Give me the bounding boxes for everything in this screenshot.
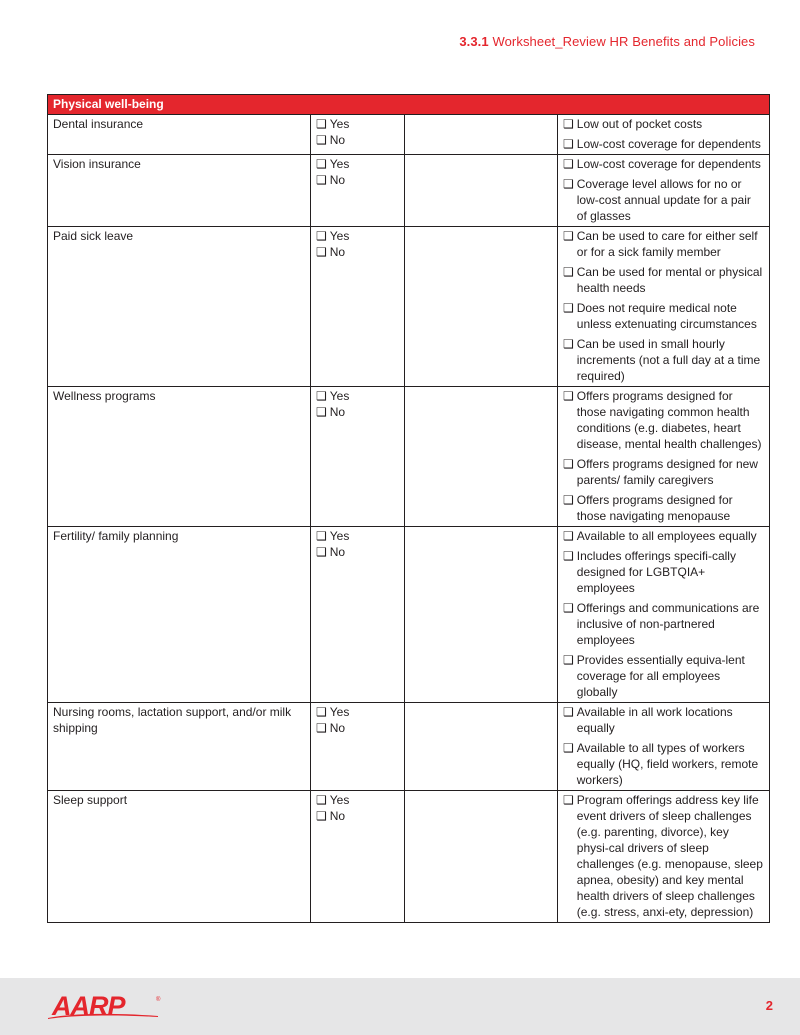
no-label: No bbox=[329, 721, 346, 735]
criteria-text: Offers programs designed for those navigating common health conditions (e.g. diabetes, heart disease, mental health challenges) bbox=[576, 389, 762, 451]
criteria-text: Available in all work locations equally bbox=[576, 705, 733, 735]
criteria-text: Coverage level allows for no or low-cost annual update for a pair of glasses bbox=[576, 177, 751, 223]
yes-label: Yes bbox=[329, 529, 350, 543]
criteria-item[interactable] bbox=[563, 136, 764, 152]
criteria-text: Low-cost coverage for dependents bbox=[576, 157, 761, 171]
checkbox-icon[interactable]: ❑ bbox=[316, 721, 327, 735]
yes-option[interactable] bbox=[316, 388, 399, 404]
criteria-text: Available to all types of workers equally (HQ, field workers, remote workers) bbox=[576, 741, 759, 787]
criteria-item[interactable] bbox=[563, 388, 764, 452]
criteria-text: Low-cost coverage for dependents bbox=[576, 137, 761, 151]
checkbox-icon[interactable]: ❑ bbox=[563, 157, 574, 171]
notes-cell[interactable] bbox=[405, 227, 558, 387]
criteria-text: Can be used for mental or physical health needs bbox=[576, 265, 763, 295]
worksheet-title: Worksheet_Review HR Benefits and Policies bbox=[492, 34, 755, 49]
benefit-row bbox=[48, 227, 770, 387]
page-header bbox=[459, 34, 755, 49]
checkbox-icon[interactable]: ❑ bbox=[563, 265, 574, 279]
benefit-name: Vision insurance bbox=[48, 155, 311, 227]
checkbox-icon[interactable]: ❑ bbox=[563, 177, 574, 191]
checkbox-icon[interactable]: ❑ bbox=[563, 549, 574, 563]
checkbox-icon[interactable]: ❑ bbox=[563, 705, 574, 719]
checkbox-icon[interactable]: ❑ bbox=[316, 117, 327, 131]
criteria-text: Low out of pocket costs bbox=[576, 117, 703, 131]
yes-option[interactable] bbox=[316, 116, 399, 132]
checkbox-icon[interactable]: ❑ bbox=[563, 457, 574, 471]
benefit-row bbox=[48, 703, 770, 791]
checkbox-icon[interactable]: ❑ bbox=[316, 229, 327, 243]
yes-option[interactable] bbox=[316, 792, 399, 808]
benefit-name: Sleep support bbox=[48, 791, 311, 923]
criteria-item[interactable] bbox=[563, 600, 764, 648]
benefit-name: Wellness programs bbox=[48, 387, 311, 527]
checkbox-icon[interactable]: ❑ bbox=[563, 229, 574, 243]
section-title: Physical well-being bbox=[48, 95, 770, 115]
checkbox-icon[interactable]: ❑ bbox=[563, 389, 574, 403]
criteria-text: Offerings and communications are inclusive of non-partnered employees bbox=[576, 601, 760, 647]
no-label: No bbox=[329, 245, 346, 259]
yes-label: Yes bbox=[329, 793, 350, 807]
criteria-cell bbox=[558, 791, 770, 923]
yes-no-cell bbox=[311, 791, 405, 923]
benefit-name: Nursing rooms, lactation support, and/or milk shipping bbox=[48, 703, 311, 791]
criteria-item[interactable] bbox=[563, 228, 764, 260]
no-option[interactable] bbox=[316, 244, 399, 260]
yes-option[interactable] bbox=[316, 156, 399, 172]
criteria-cell bbox=[558, 387, 770, 527]
no-option[interactable] bbox=[316, 808, 399, 824]
no-option[interactable] bbox=[316, 544, 399, 560]
criteria-text: Includes offerings specifi-cally designed for LGBTQIA+ employees bbox=[576, 549, 736, 595]
notes-cell[interactable] bbox=[405, 155, 558, 227]
checkbox-icon[interactable]: ❑ bbox=[563, 137, 574, 151]
criteria-item[interactable] bbox=[563, 740, 764, 788]
notes-cell[interactable] bbox=[405, 387, 558, 527]
criteria-item[interactable] bbox=[563, 528, 764, 544]
no-label: No bbox=[329, 173, 346, 187]
yes-no-cell bbox=[311, 387, 405, 527]
checkbox-icon[interactable]: ❑ bbox=[563, 601, 574, 615]
yes-no-cell bbox=[311, 155, 405, 227]
criteria-item[interactable] bbox=[563, 300, 764, 332]
criteria-item[interactable] bbox=[563, 792, 764, 920]
checkbox-icon[interactable]: ❑ bbox=[563, 117, 574, 131]
notes-cell[interactable] bbox=[405, 115, 558, 155]
criteria-text: Can be used to care for either self or for a sick family member bbox=[576, 229, 758, 259]
checkbox-icon[interactable]: ❑ bbox=[316, 793, 327, 807]
no-option[interactable] bbox=[316, 720, 399, 736]
benefit-row bbox=[48, 791, 770, 923]
notes-cell[interactable] bbox=[405, 791, 558, 923]
criteria-item[interactable] bbox=[563, 156, 764, 172]
criteria-item[interactable] bbox=[563, 652, 764, 700]
checkbox-icon[interactable]: ❑ bbox=[563, 301, 574, 315]
no-option[interactable] bbox=[316, 404, 399, 420]
criteria-item[interactable] bbox=[563, 264, 764, 296]
yes-label: Yes bbox=[329, 705, 350, 719]
yes-option[interactable] bbox=[316, 228, 399, 244]
criteria-text: Available to all employees equally bbox=[576, 529, 757, 543]
no-option[interactable] bbox=[316, 132, 399, 148]
yes-no-cell bbox=[311, 115, 405, 155]
criteria-text: Does not require medical note unless extenuating circumstances bbox=[576, 301, 757, 331]
svg-text:®: ® bbox=[156, 997, 161, 1003]
benefit-row bbox=[48, 527, 770, 703]
notes-cell[interactable] bbox=[405, 527, 558, 703]
criteria-cell bbox=[558, 115, 770, 155]
checkbox-icon[interactable]: ❑ bbox=[316, 405, 327, 419]
criteria-cell bbox=[558, 703, 770, 791]
no-option[interactable] bbox=[316, 172, 399, 188]
criteria-item[interactable] bbox=[563, 336, 764, 384]
criteria-item[interactable] bbox=[563, 176, 764, 224]
checkbox-icon[interactable]: ❑ bbox=[563, 493, 574, 507]
criteria-item[interactable] bbox=[563, 116, 764, 132]
yes-no-cell bbox=[311, 527, 405, 703]
yes-no-cell bbox=[311, 227, 405, 387]
no-label: No bbox=[329, 545, 346, 559]
yes-option[interactable] bbox=[316, 528, 399, 544]
aarp-logo bbox=[46, 992, 162, 1022]
benefit-row bbox=[48, 115, 770, 155]
benefit-row bbox=[48, 155, 770, 227]
checkbox-icon[interactable]: ❑ bbox=[316, 809, 327, 823]
criteria-text: Can be used in small hourly increments (not a full day at a time required) bbox=[576, 337, 761, 383]
checkbox-icon[interactable]: ❑ bbox=[316, 133, 327, 147]
benefit-name: Paid sick leave bbox=[48, 227, 311, 387]
checkbox-icon[interactable]: ❑ bbox=[316, 529, 327, 543]
criteria-item[interactable] bbox=[563, 456, 764, 488]
yes-label: Yes bbox=[329, 157, 350, 171]
checkbox-icon[interactable]: ❑ bbox=[316, 705, 327, 719]
criteria-cell bbox=[558, 155, 770, 227]
criteria-text: Offers programs designed for new parents/ family caregivers bbox=[576, 457, 758, 487]
checkbox-icon[interactable]: ❑ bbox=[316, 389, 327, 403]
benefit-name: Fertility/ family planning bbox=[48, 527, 311, 703]
yes-label: Yes bbox=[329, 389, 350, 403]
checkbox-icon[interactable]: ❑ bbox=[563, 529, 574, 543]
checkbox-icon[interactable]: ❑ bbox=[563, 653, 574, 667]
yes-label: Yes bbox=[329, 229, 350, 243]
benefits-table bbox=[47, 94, 770, 923]
criteria-item[interactable] bbox=[563, 492, 764, 524]
checkbox-icon[interactable]: ❑ bbox=[316, 157, 327, 171]
section-header-row bbox=[48, 95, 770, 115]
criteria-text: Provides essentially equiva-lent coverage for all employees globally bbox=[576, 653, 745, 699]
checkbox-icon[interactable]: ❑ bbox=[563, 793, 574, 807]
criteria-cell bbox=[558, 527, 770, 703]
page-number: 2 bbox=[765, 998, 773, 1013]
checkbox-icon[interactable]: ❑ bbox=[316, 245, 327, 259]
criteria-item[interactable] bbox=[563, 548, 764, 596]
svg-text:AARP: AARP bbox=[52, 992, 125, 1021]
benefit-name: Dental insurance bbox=[48, 115, 311, 155]
checkbox-icon[interactable]: ❑ bbox=[316, 545, 327, 559]
benefit-row bbox=[48, 387, 770, 527]
yes-label: Yes bbox=[329, 117, 350, 131]
checkbox-icon[interactable]: ❑ bbox=[316, 173, 327, 187]
no-label: No bbox=[329, 405, 346, 419]
yes-option[interactable] bbox=[316, 704, 399, 720]
criteria-cell bbox=[558, 227, 770, 387]
section-number: 3.3.1 bbox=[459, 34, 489, 49]
no-label: No bbox=[329, 133, 346, 147]
criteria-text: Program offerings address key life event drivers of sleep challenges (e.g. parenting, divorce), key physi-cal drivers of sleep challenges (e.g. menopause, sleep apnea, obesity) and key mental health drivers of sleep challenges (e.g. stress, anxi-ety, depression) bbox=[576, 793, 763, 919]
criteria-item[interactable] bbox=[563, 704, 764, 736]
yes-no-cell bbox=[311, 703, 405, 791]
no-label: No bbox=[329, 809, 346, 823]
checkbox-icon[interactable]: ❑ bbox=[563, 337, 574, 351]
criteria-text: Offers programs designed for those navigating menopause bbox=[576, 493, 733, 523]
checkbox-icon[interactable]: ❑ bbox=[563, 741, 574, 755]
notes-cell[interactable] bbox=[405, 703, 558, 791]
